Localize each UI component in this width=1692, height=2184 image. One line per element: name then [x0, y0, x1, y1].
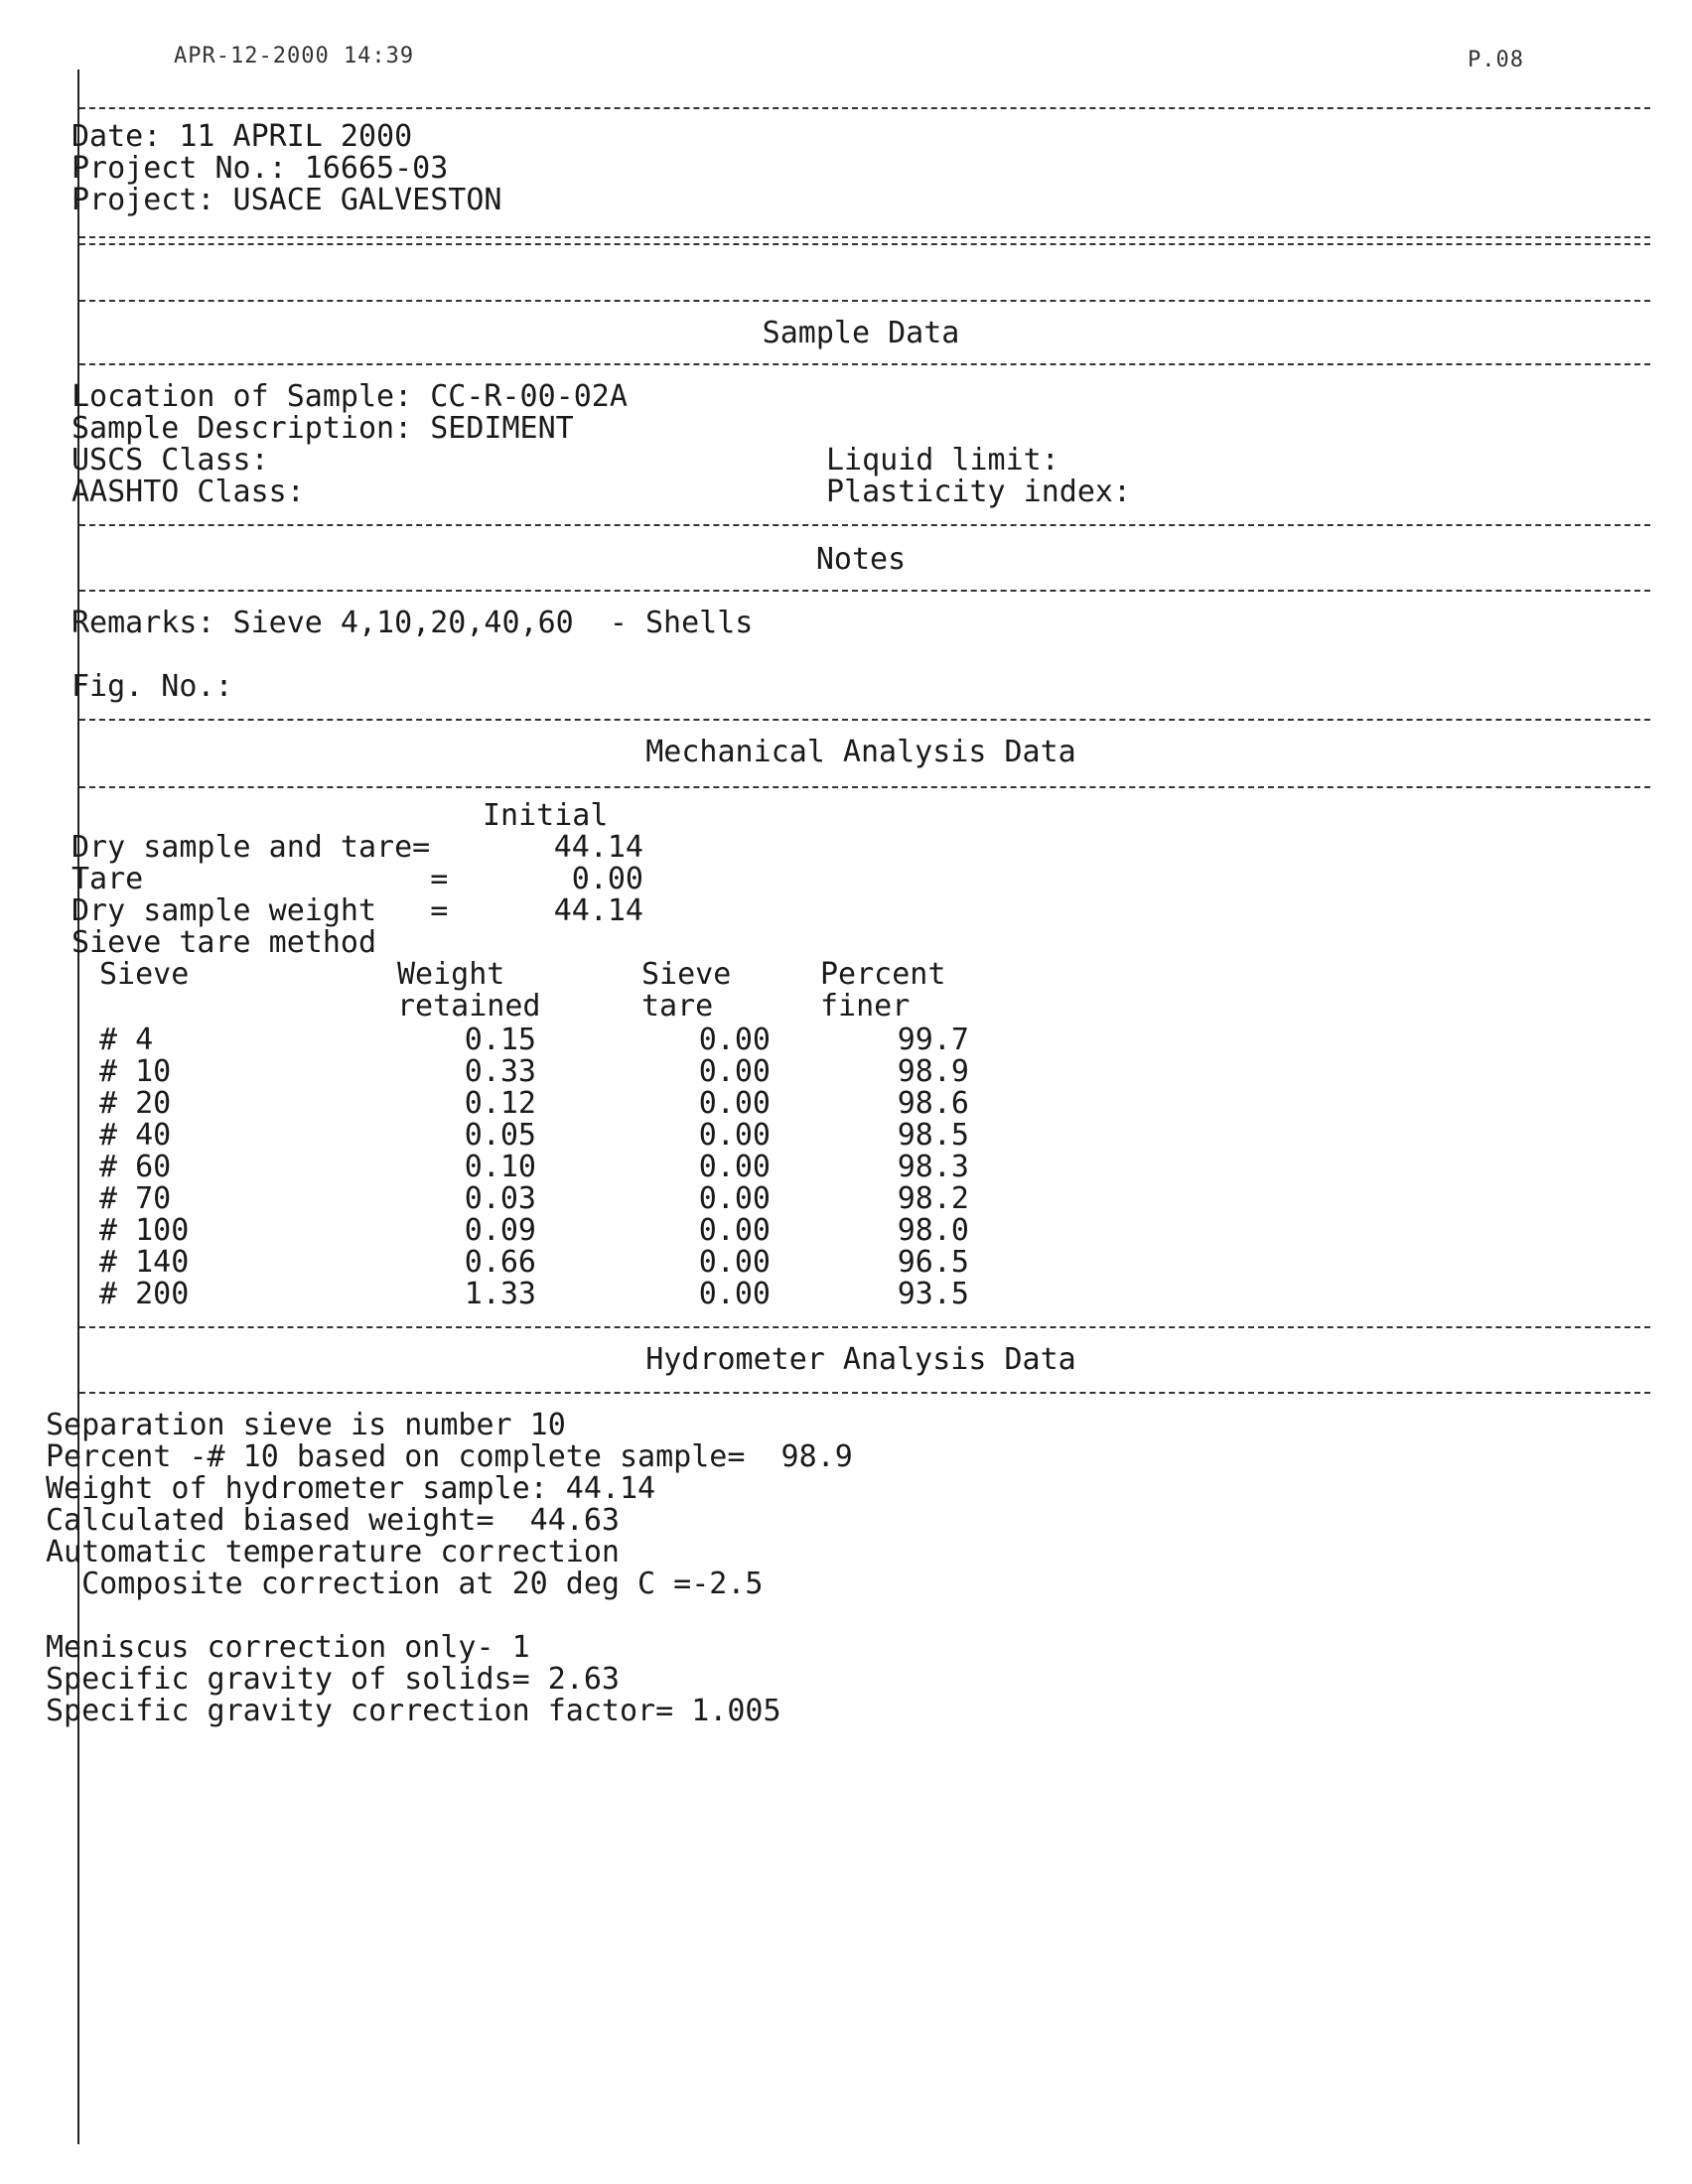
project-number: Project No.: 16665-03: [71, 151, 449, 186]
hydrometer-line: Specific gravity of solids= 2.63: [46, 1662, 620, 1697]
sieve-number: # 60: [99, 1150, 172, 1184]
fax-page-number: P.08: [1468, 48, 1524, 72]
sieve-number: # 100: [99, 1213, 190, 1248]
section-rule: [79, 786, 1650, 788]
figure-number: Fig. No.:: [71, 669, 233, 704]
hydrometer-line: Specific gravity correction factor= 1.005: [46, 1694, 781, 1728]
weight-retained: 0.03: [464, 1181, 536, 1216]
sieve-number: # 4: [99, 1023, 154, 1057]
weight-retained: 0.66: [464, 1245, 536, 1280]
percent-finer: 98.3: [897, 1150, 969, 1184]
sieve-tare: 0.00: [698, 1023, 771, 1057]
hydrometer-line: Percent -# 10 based on complete sample= 98.9: [46, 1439, 853, 1474]
hydrometer-line: Calculated biased weight= 44.63: [46, 1503, 620, 1538]
weight-retained: 1.33: [464, 1277, 536, 1311]
fax-header-datetime: APR-12-2000 14:39: [174, 44, 415, 68]
header-weight: Weight: [397, 957, 505, 992]
sieve-number: # 40: [99, 1118, 172, 1153]
weight-value: 44.14: [553, 893, 643, 928]
section-rule: [79, 363, 1650, 365]
sieve-tare: 0.00: [698, 1181, 771, 1216]
aashto-class: AASHTO Class:: [71, 475, 305, 509]
percent-finer: 98.2: [897, 1181, 969, 1216]
header-finer: Percent: [820, 957, 946, 992]
header-finer-2: finer: [820, 989, 911, 1024]
sieve-tare: 0.00: [698, 1150, 771, 1184]
remarks: Remarks: Sieve 4,10,20,40,60 - Shells: [71, 606, 754, 640]
double-rule: [79, 236, 1650, 238]
hydrometer-line: Separation sieve is number 10: [46, 1408, 566, 1442]
hydrometer-line: Automatic temperature correction: [46, 1535, 620, 1570]
section-rule: [79, 1326, 1650, 1328]
sieve-number: # 200: [99, 1277, 190, 1311]
weight-value: 0.00: [571, 862, 643, 896]
sample-description: Sample Description: SEDIMENT: [71, 411, 574, 446]
liquid-limit: Liquid limit:: [826, 443, 1059, 478]
hydrometer-line: Weight of hydrometer sample: 44.14: [46, 1471, 656, 1506]
section-rule: [79, 1392, 1650, 1394]
header-weight-2: retained: [397, 989, 541, 1024]
percent-finer: 99.7: [897, 1023, 969, 1057]
sieve-tare: 0.00: [698, 1086, 771, 1121]
section-title-hydrometer: Hydrometer Analysis Data: [645, 1342, 1076, 1377]
plasticity-index: Plasticity index:: [826, 475, 1132, 509]
initial-label: Initial: [483, 798, 609, 833]
weight-retained: 0.10: [464, 1150, 536, 1184]
header-sieve: Sieve: [99, 957, 190, 992]
weight-retained: 0.12: [464, 1086, 536, 1121]
percent-finer: 98.0: [897, 1213, 969, 1248]
section-title-mechanical: Mechanical Analysis Data: [645, 735, 1076, 769]
weight-label: Dry sample and tare=: [71, 830, 431, 865]
weight-retained: 0.05: [464, 1118, 536, 1153]
hydrometer-line: Composite correction at 20 deg C =-2.5: [46, 1567, 764, 1601]
sieve-number: # 70: [99, 1181, 172, 1216]
percent-finer: 98.6: [897, 1086, 969, 1121]
percent-finer: 96.5: [897, 1245, 969, 1280]
header-tare-2: tare: [641, 989, 714, 1024]
uscs-class: USCS Class:: [71, 443, 269, 478]
sieve-method: Sieve tare method: [71, 925, 377, 960]
weight-label: Dry sample weight =: [71, 893, 449, 928]
sieve-number: # 20: [99, 1086, 172, 1121]
project-name: Project: USACE GALVESTON: [71, 183, 502, 217]
top-rule: [79, 107, 1650, 109]
section-rule: [79, 719, 1650, 721]
section-title-sample: Sample Data: [762, 316, 960, 350]
percent-finer: 98.9: [897, 1054, 969, 1089]
percent-finer: 98.5: [897, 1118, 969, 1153]
weight-retained: 0.15: [464, 1023, 536, 1057]
hydrometer-line: Meniscus correction only- 1: [46, 1630, 530, 1665]
sieve-tare: 0.00: [698, 1277, 771, 1311]
header-tare: Sieve: [641, 957, 732, 992]
weight-value: 44.14: [553, 830, 643, 865]
sieve-tare: 0.00: [698, 1118, 771, 1153]
percent-finer: 93.5: [897, 1277, 969, 1311]
weight-label: Tare =: [71, 862, 449, 896]
sample-location: Location of Sample: CC-R-00-02A: [71, 379, 628, 414]
project-date: Date: 11 APRIL 2000: [71, 119, 413, 154]
sieve-tare: 0.00: [698, 1245, 771, 1280]
sieve-tare: 0.00: [698, 1213, 771, 1248]
section-rule: [79, 590, 1650, 592]
sieve-tare: 0.00: [698, 1054, 771, 1089]
sieve-number: # 10: [99, 1054, 172, 1089]
section-rule: [79, 300, 1650, 302]
section-title-notes: Notes: [815, 542, 907, 577]
section-rule: [79, 524, 1650, 526]
weight-retained: 0.33: [464, 1054, 536, 1089]
weight-retained: 0.09: [464, 1213, 536, 1248]
sieve-number: # 140: [99, 1245, 190, 1280]
